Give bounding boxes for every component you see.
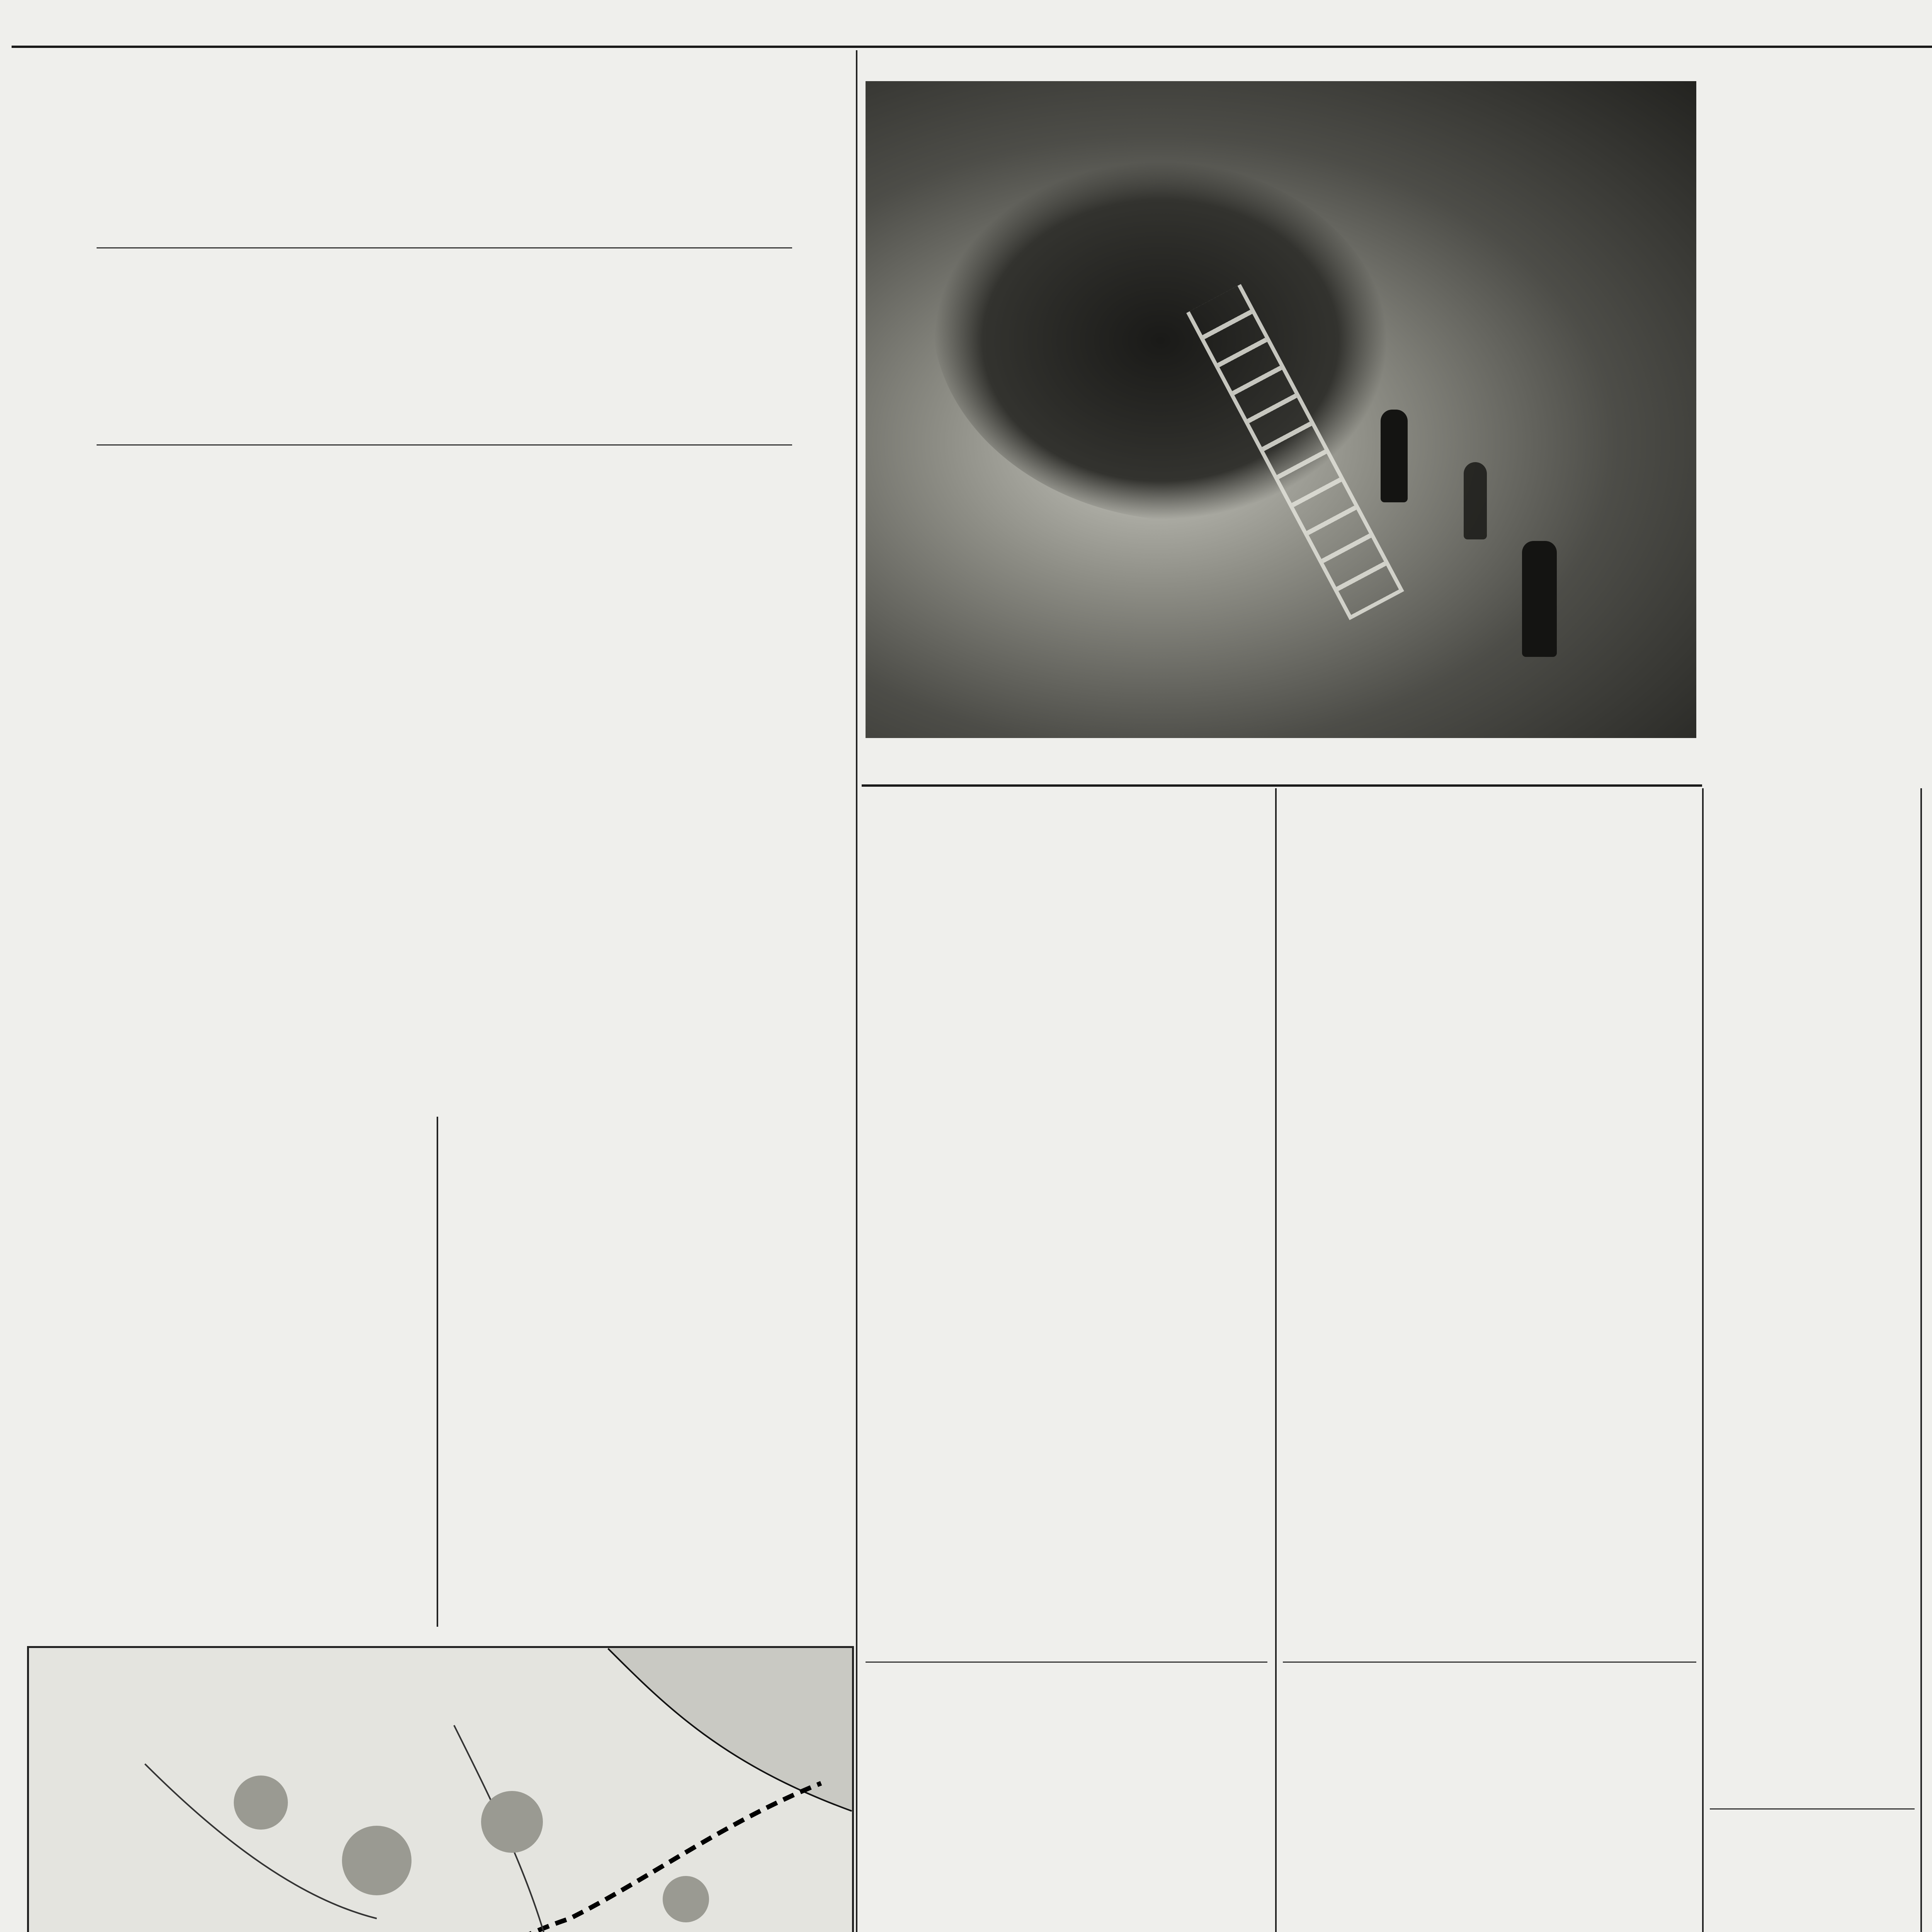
coop-article [1283,796,1696,1658]
heavy-axis-article [866,1105,1267,1654]
lead-rule-2 [97,444,792,446]
emigration-rule [1710,1808,1915,1810]
lead-col-a [31,1117,429,1627]
lead-col-divider [437,1117,438,1627]
masthead-rule [12,46,1932,48]
photo-figure-3 [1464,462,1487,539]
photo-rule [862,784,1702,787]
secretariat-article [1283,1662,1696,1932]
secretariat-rule [1283,1662,1696,1663]
lead-body [31,769,846,775]
center-col-divider-3 [1920,788,1922,1932]
center-col-divider-1 [1275,788,1277,1932]
full-mob-rule [866,1662,1267,1663]
anxiety-article [1710,796,1915,1801]
photo-figure-1 [1381,410,1408,502]
map-drawing [29,1648,852,1932]
emigration-article [1710,1808,1915,1932]
italy-front-map [27,1646,854,1932]
photo-figure-2 [1522,541,1557,657]
map-hills [234,1776,709,1932]
center-col-divider-2 [1702,788,1704,1932]
lead-rule-1 [97,247,792,248]
lead-intro [31,583,846,588]
map-sea-east [609,1648,852,1810]
civilians-haven-photo [866,81,1696,738]
lead-col-b [446,1117,844,1627]
center-left-divider [856,50,857,1932]
full-mobilization-article [866,1662,1267,1932]
